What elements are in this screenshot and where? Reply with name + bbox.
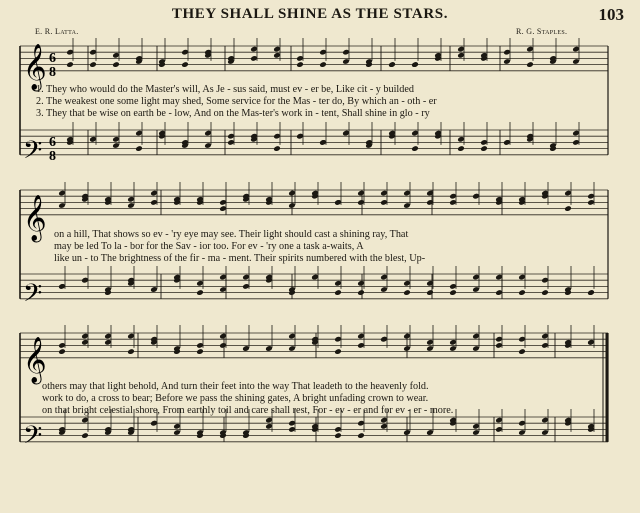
note-head	[334, 348, 342, 355]
note-head	[135, 145, 143, 152]
time-sig-bottom: 8	[49, 65, 56, 80]
note-head	[196, 289, 204, 296]
note-head	[411, 61, 419, 68]
note-head	[273, 145, 281, 152]
note-head	[357, 289, 365, 296]
time-sig-bottom-bass: 8	[49, 149, 56, 164]
note-head	[296, 61, 304, 68]
treble-clef-icon: 𝄞	[23, 44, 47, 90]
lyric-line-3-3: on that bright celestial shore, From earthly toil and care shall rest, For - ev - er and for ev - er - more.	[42, 405, 454, 416]
time-sig-top: 6	[49, 51, 56, 66]
note-head	[334, 289, 342, 296]
author-credit: E. R. Latta.	[35, 27, 79, 36]
bass-clef-icon: 𝄢	[23, 136, 43, 171]
note-head	[319, 61, 327, 68]
note-head	[403, 289, 411, 296]
note-head	[388, 61, 396, 68]
lyric-line-3-1: others may that light behold, And turn their feet into the way That leadeth to the heavenly fold.	[42, 381, 429, 392]
time-sig-top-bass: 6	[49, 135, 56, 150]
note-head	[541, 289, 549, 296]
bass-clef-icon: 𝄢	[23, 279, 43, 314]
note-head	[587, 289, 595, 296]
note-head	[112, 61, 120, 68]
lyric-line-2-3: like un - to The brightness of the fir - ma - ment. Their spirits numbered with the blest, Up-	[54, 253, 426, 264]
note-head	[334, 432, 342, 439]
verse-line-3: 3. They that be wise on earth be - low, And on the Mas-ter's work in - tent, Shall shine in glo - ry	[36, 108, 430, 119]
note-head	[518, 348, 526, 355]
note-head	[457, 145, 465, 152]
note-head	[66, 61, 74, 68]
hymn-title: THEY SHALL SHINE AS THE STARS.	[171, 6, 449, 22]
bass-clef-icon: 𝄢	[23, 421, 43, 456]
note-head	[518, 289, 526, 296]
lyric-line-3-2: work to do, a cross to bear; Before we pass the shining gates, A bright unfading crown to wear.	[42, 393, 429, 404]
note-head	[357, 432, 365, 439]
lyric-line-2-1: on a hill, That shows so ev - 'ry eye may see. Their light should cast a shining ray, That	[54, 229, 409, 240]
note-head	[480, 145, 488, 152]
page-number: 103	[598, 5, 624, 24]
verse-line-2: 2. The weakest one some light may shed, Some service for the Mas - ter do, By which an - oth - er	[36, 96, 437, 107]
note-head	[181, 61, 189, 68]
note-head	[89, 61, 97, 68]
note-head	[411, 145, 419, 152]
note-head	[81, 432, 89, 439]
treble-clef-icon: 𝄞	[23, 195, 47, 241]
note-head	[196, 348, 204, 355]
note-head	[426, 289, 434, 296]
verse-line-1: 1. They who would do the Master's will, As Je - sus said, must ev - er be, Like cit - y builded	[36, 84, 414, 95]
note-head	[526, 61, 534, 68]
note-head	[564, 205, 572, 212]
note-head	[127, 348, 135, 355]
note-head	[58, 348, 66, 355]
note-head	[449, 289, 457, 296]
treble-clef-icon: 𝄞	[23, 337, 47, 383]
composer-credit: R. G. Staples.	[516, 27, 568, 36]
lyric-line-2-2: may be led To la - bor for the Sav - ior too. For ev - 'ry one a task a-waits, A	[54, 241, 364, 252]
